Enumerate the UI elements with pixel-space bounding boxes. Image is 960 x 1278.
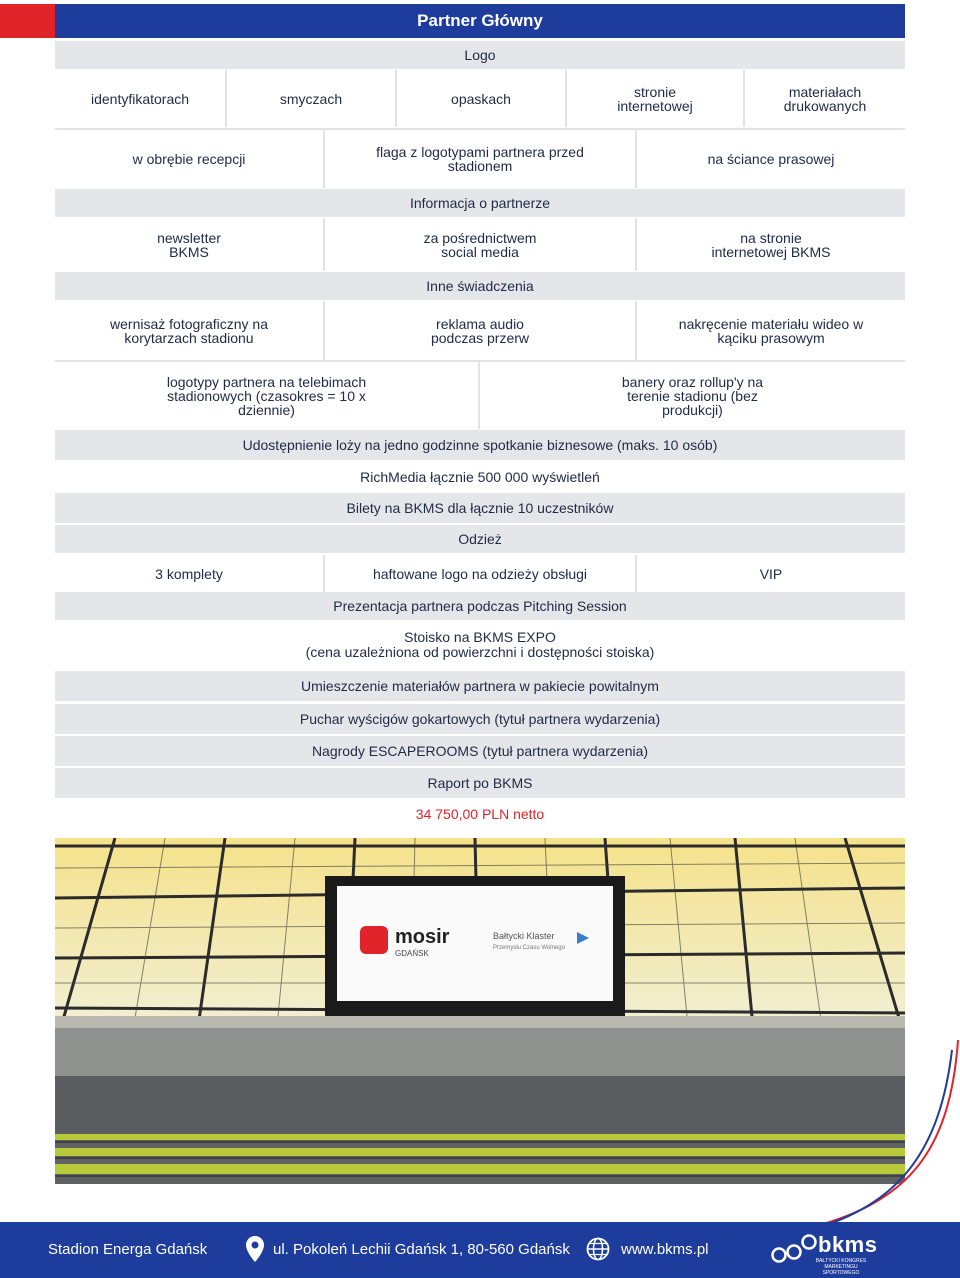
screen-logo-klaster-sub: Przemysłu Czasu Wolnego	[493, 945, 565, 951]
package-price: 34 750,00 PLN netto	[415, 806, 545, 822]
info-items-row	[55, 218, 905, 271]
globe-icon	[586, 1237, 610, 1261]
stoisko-line-2: (cena uzależniona od powierzchni i dostępności stoiska)	[305, 644, 655, 660]
item-puchar: Puchar wyścigów gokartowych (tytuł partnera wydarzenia)	[55, 704, 905, 734]
logo-item: opaskach	[395, 70, 565, 127]
other-item: nakręcenie materiału wideo w kąciku prasowym	[635, 301, 905, 360]
footer-address: ul. Pokoleń Lechii Gdańsk 1, 80-560 Gdańsk	[273, 1241, 570, 1258]
logo-item: materiałach drukowanych	[743, 70, 905, 127]
footer-brand: bkms	[818, 1232, 878, 1257]
item-bilety: Bilety na BKMS dla łącznie 10 uczestników	[55, 493, 905, 523]
other-item: reklama audio podczas przerw	[323, 301, 635, 360]
logo-item: w obrębie recepcji	[132, 151, 246, 167]
logo-item: stronie internetowej	[565, 70, 743, 127]
odziez-item: haftowane logo na odzieży obsługi	[323, 555, 635, 592]
logo-item: flaga z logotypami partnera przed stadionem	[323, 130, 635, 188]
stoisko-line-1: Stoisko na BKMS EXPO	[404, 629, 556, 645]
item-nagrody: Nagrody ESCAPEROOMS (tytuł partnera wydarzenia)	[55, 736, 905, 766]
item-raport: Raport po BKMS	[55, 768, 905, 798]
section-logo: Logo	[55, 41, 905, 69]
section-info: Informacja o partnerze	[55, 189, 905, 217]
screen-logo-klaster: Bałtycki Klaster	[493, 931, 555, 941]
footer-brand-sub: BAŁTYCKI KONGRES MARKETINGU SPORTOWEGO	[815, 1258, 867, 1276]
item-stoisko	[55, 623, 905, 667]
logo-items-row	[55, 70, 905, 127]
section-odziez: Odzież	[55, 525, 905, 553]
item-pitching: Prezentacja partnera podczas Pitching Session	[55, 592, 905, 620]
stadium-photo	[55, 838, 905, 1184]
section-other: Inne świadczenia	[55, 272, 905, 300]
other-item: wernisaż fotograficzny na korytarzach stadionu	[110, 315, 268, 346]
odziez-items-row	[55, 555, 905, 592]
screen-logo-mosir-sub: GDAŃSK	[395, 949, 429, 958]
footer-venue: Stadion Energa Gdańsk	[48, 1241, 208, 1258]
other-items-row-2	[55, 362, 905, 429]
item-pakiet: Umieszczenie materiałów partnera w pakiecie powitalnym	[55, 671, 905, 701]
logo-item: na ściance prasowej	[635, 130, 905, 188]
item-loza: Udostępnienie loży na jedno godzinne spotkanie biznesowe (maks. 10 osób)	[55, 430, 905, 460]
other-items-row	[55, 301, 905, 360]
info-item: za pośrednictwem social media	[323, 218, 635, 271]
logo-items-row-2	[55, 130, 905, 188]
other-item: banery oraz rollup'y na terenie stadionu (bez produkcji)	[478, 362, 905, 429]
other-item: logotypy partnera na telebimach stadionowych (czasokres = 10 x dziennie)	[166, 373, 367, 418]
odziez-item: VIP	[635, 555, 905, 592]
info-item: na stronie internetowej BKMS	[635, 218, 905, 271]
odziez-item: 3 komplety	[155, 565, 223, 582]
footer	[0, 1222, 960, 1278]
decorative-curve	[800, 1040, 960, 1230]
package-title: Partner Główny	[55, 4, 905, 38]
logo-item: smyczach	[225, 70, 395, 127]
stadium-illustration	[55, 838, 905, 1184]
item-richmedia: RichMedia łącznie 500 000 wyświetleń	[55, 462, 905, 492]
info-item: newsletter BKMS	[157, 229, 221, 260]
logo-item: identyfikatorach	[90, 90, 190, 107]
screen-logo-mosir: mosir	[395, 926, 450, 948]
location-pin-icon	[246, 1236, 264, 1262]
footer-website[interactable]: www.bkms.pl	[621, 1241, 709, 1258]
